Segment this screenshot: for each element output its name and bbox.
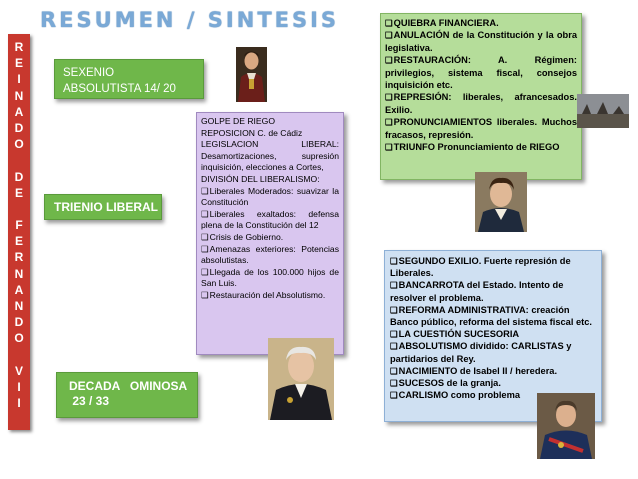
sidebar-letter: N [14, 266, 24, 281]
portrait-fernando-vii [236, 47, 267, 102]
panel-line: ❑ REPRESIÓN: liberales, afrancesados. Exilio. [385, 91, 577, 116]
portrait-rafael-riego [475, 172, 527, 232]
panel-line: REPOSICION C. de Cádiz [201, 127, 303, 138]
sidebar-letter: R [14, 250, 24, 265]
panel-line: ❑ Liberales exaltados: defensa plena de la Constitución del 12 [201, 209, 339, 232]
panel-line: ❑ TRIUNFO Pronunciamiento de RIEGO [385, 141, 577, 153]
panel-line: ❑ Liberales Moderados: suavizar la Constitución [201, 186, 339, 209]
panel-line: LEGISLACION LIBERAL: Desamortizaciones, supresión inquisición, elecciones a Cortes, [201, 139, 339, 173]
portrait-carlos-maria-isidro [537, 393, 595, 459]
sidebar-letter: E [14, 234, 23, 249]
sexenio-summary-panel [380, 13, 582, 180]
panel-line: ❑ ANULACIÓN de la Constitución y la obra legislativa. [385, 29, 577, 54]
sidebar-letter: E [14, 56, 23, 71]
panel-line: ❑ Llegada de los 100.000 hijos de San Luis. [201, 267, 339, 290]
panel-line: GOLPE DE RIEGO [201, 116, 276, 126]
panel-line: ❑ LA CUESTIÓN SUCESORIA [390, 328, 596, 340]
sidebar-letter: N [14, 88, 24, 103]
page-title: RESUMEN / SINTESIS [40, 8, 340, 32]
sexenio-label-line2: ABSOLUTISTA 14/ 20 [63, 83, 176, 95]
sidebar-letter: V [14, 363, 23, 378]
sidebar-letter: N [14, 299, 24, 313]
panel-line: ❑ Restauración del Absolutismo. [201, 290, 339, 302]
trienio-label-box [44, 194, 162, 220]
panel-line: ❑ ABSOLUTISMO dividido: CARLISTAS y partidarios del Rey. [390, 340, 596, 364]
sidebar-letter: F [15, 218, 23, 233]
panel-line: ❑ QUIEBRA FINANCIERA. [385, 17, 577, 29]
sidebar-letter: D [14, 315, 24, 330]
sidebar-letter [8, 152, 30, 168]
sidebar-letter: D [14, 169, 24, 184]
sidebar-letter: A [14, 282, 24, 297]
decada-label-box [56, 372, 198, 418]
trienio-summary-panel [196, 112, 344, 355]
decada-label-line1: DECADA OMINOSA [69, 379, 188, 393]
sidebar-letter: I [17, 72, 21, 87]
sidebar-letter: O [14, 137, 24, 152]
panel-line: ❑ PRONUNCIAMIENTOS liberales. Muchos fracasos, represión. [385, 116, 577, 141]
panel-line: ❑ REFORMA ADMINISTRATIVA: creación Banco público, reforma del sistema fiscal etc. [390, 304, 596, 328]
sidebar-letter: A [14, 104, 24, 119]
portrait-old-statesman [268, 338, 334, 420]
panel-line: ❑ SUCESOS de la granja. [390, 377, 596, 389]
sidebar-letter: D [14, 120, 24, 135]
sidebar-letter: I [17, 396, 21, 411]
decada-label-line2: 23 / 33 [69, 394, 110, 408]
panel-line: ❑ Crisis de Gobierno. [201, 232, 339, 244]
panel-line: DIVISIÓN DEL LIBERALISMO: [201, 173, 320, 184]
sidebar-letter: R [14, 40, 24, 54]
panel-line: ❑ RESTAURACIÓN: A. Régimen: privilegios, sistema fiscal, consejos inquisición etc. [385, 54, 577, 91]
sidebar-letter [8, 201, 30, 217]
sidebar-letter: I [17, 379, 21, 394]
trienio-label: TRIENIO LIBERAL [54, 200, 158, 214]
sidebar-letter: O [14, 331, 24, 346]
panel-line: ❑ Amenazas exteriores: Potencias absolutistas. [201, 244, 339, 267]
sidebar-letter: E [14, 185, 23, 200]
panel-line: ❑ BANCARROTA del Estado. Intento de resolver el problema. [390, 279, 596, 303]
panel-line: ❑ NACIMIENTO de Isabel II / heredera. [390, 365, 596, 377]
reign-sidebar [8, 34, 30, 430]
historical-scene-image [577, 94, 629, 128]
panel-line: ❑ SEGUNDO EXILIO. Fuerte represión de Liberales. [390, 255, 596, 279]
sidebar-letter [8, 347, 30, 363]
panel-line: ❑ CARLISMO como problema [390, 389, 596, 401]
sexenio-label-box [54, 59, 204, 99]
sexenio-label-line1: SEXENIO [63, 67, 115, 79]
